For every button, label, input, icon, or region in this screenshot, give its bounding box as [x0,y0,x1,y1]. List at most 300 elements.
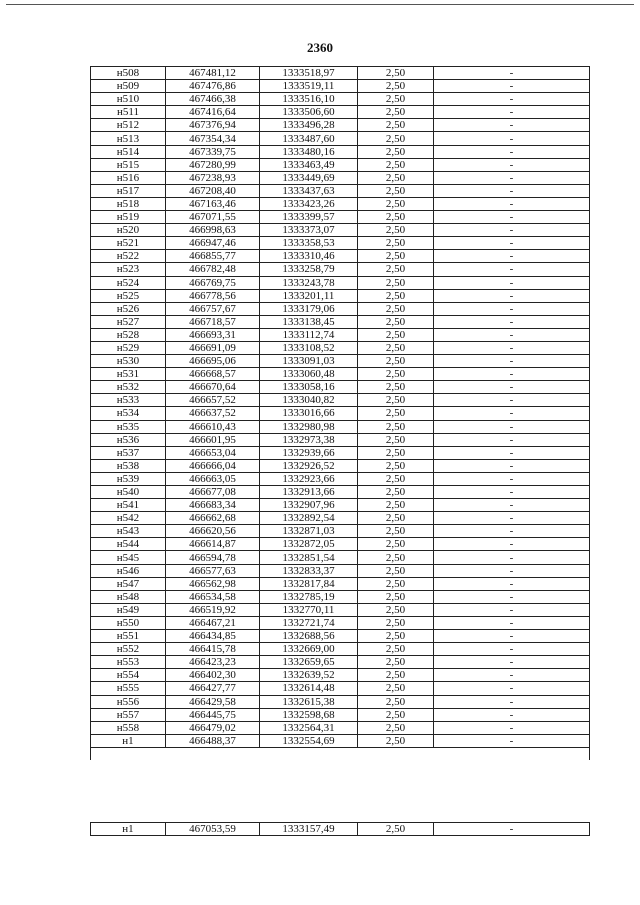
y-coordinate-cell: 1332833,37 [260,564,358,577]
note-cell: - [434,459,590,472]
table-row [91,472,590,485]
value-cell: 2,50 [358,551,434,564]
point-id-cell: н530 [91,355,166,368]
x-coordinate-cell: 466637,52 [166,407,260,420]
x-coordinate-cell: 466668,57 [166,368,260,381]
point-id-cell: н556 [91,695,166,708]
y-coordinate-cell: 1333519,11 [260,80,358,93]
table-row [91,197,590,210]
y-coordinate-cell: 1332639,52 [260,669,358,682]
point-id-cell: н550 [91,616,166,629]
note-cell: - [434,695,590,708]
x-coordinate-cell: 466677,08 [166,486,260,499]
table-row [91,381,590,394]
table-row [91,67,590,80]
table-row [91,93,590,106]
x-coordinate-cell: 467376,94 [166,119,260,132]
point-id-cell: н524 [91,276,166,289]
x-coordinate-cell: 466670,64 [166,381,260,394]
note-cell: - [434,499,590,512]
note-cell: - [434,525,590,538]
value-cell: 2,50 [358,459,434,472]
y-coordinate-cell: 1332598,68 [260,708,358,721]
table-row [91,106,590,119]
x-coordinate-cell: 467280,99 [166,158,260,171]
point-id-cell: н538 [91,459,166,472]
note-cell: - [434,538,590,551]
x-coordinate-cell: 467339,75 [166,145,260,158]
coordinates-table-body [91,67,590,760]
y-coordinate-cell: 1333437,63 [260,184,358,197]
point-id-cell: н1 [91,823,166,836]
y-coordinate-cell: 1333243,78 [260,276,358,289]
x-coordinate-cell: 466423,23 [166,656,260,669]
value-cell: 2,50 [358,263,434,276]
point-id-cell: н542 [91,512,166,525]
table-row [91,250,590,263]
point-id-cell: н555 [91,682,166,695]
point-id-cell: н513 [91,132,166,145]
value-cell: 2,50 [358,355,434,368]
y-coordinate-cell: 1333060,48 [260,368,358,381]
point-id-cell: н509 [91,80,166,93]
y-coordinate-cell: 1333201,11 [260,289,358,302]
y-coordinate-cell: 1332785,19 [260,590,358,603]
table-row [91,328,590,341]
point-id-cell: н508 [91,67,166,80]
point-id-cell: н520 [91,224,166,237]
table-row [91,823,590,836]
point-id-cell: н554 [91,669,166,682]
x-coordinate-cell: 467071,55 [166,211,260,224]
y-coordinate-cell: 1333179,06 [260,302,358,315]
table-row [91,263,590,276]
x-coordinate-cell: 467476,86 [166,80,260,93]
table-row [91,564,590,577]
point-id-cell: н548 [91,590,166,603]
x-coordinate-cell: 466620,56 [166,525,260,538]
x-coordinate-cell: 467053,59 [166,823,260,836]
x-coordinate-cell: 467354,34 [166,132,260,145]
x-coordinate-cell: 466778,56 [166,289,260,302]
y-coordinate-cell: 1333423,26 [260,197,358,210]
table-row [91,669,590,682]
table-row [91,734,590,747]
note-cell: - [434,669,590,682]
y-coordinate-cell: 1333016,66 [260,407,358,420]
coordinates-table [90,66,590,760]
note-cell: - [434,420,590,433]
point-id-cell: н532 [91,381,166,394]
x-coordinate-cell: 467481,12 [166,67,260,80]
y-coordinate-cell: 1332980,98 [260,420,358,433]
note-cell: - [434,734,590,747]
value-cell: 2,50 [358,119,434,132]
note-cell: - [434,577,590,590]
value-cell: 2,50 [358,564,434,577]
value-cell: 2,50 [358,486,434,499]
note-cell: - [434,486,590,499]
y-coordinate-cell: 1332871,03 [260,525,358,538]
extra-coordinates-table-body [91,823,590,836]
y-coordinate-cell: 1332770,11 [260,603,358,616]
top-rule [6,4,634,5]
note-cell: - [434,656,590,669]
value-cell: 2,50 [358,328,434,341]
x-coordinate-cell: 466769,75 [166,276,260,289]
y-coordinate-cell: 1332659,65 [260,656,358,669]
x-coordinate-cell: 466445,75 [166,708,260,721]
value-cell: 2,50 [358,302,434,315]
point-id-cell: н549 [91,603,166,616]
table-row [91,551,590,564]
note-cell: - [434,158,590,171]
x-coordinate-cell: 466657,52 [166,394,260,407]
value-cell: 2,50 [358,420,434,433]
point-id-cell: н546 [91,564,166,577]
x-coordinate-cell: 466855,77 [166,250,260,263]
table-row [91,499,590,512]
point-id-cell: н544 [91,538,166,551]
table-row [91,341,590,354]
table-row [91,603,590,616]
value-cell: 2,50 [358,158,434,171]
point-id-cell: н557 [91,708,166,721]
value-cell: 2,50 [358,682,434,695]
table-row [91,315,590,328]
note-cell: - [434,315,590,328]
value-cell: 2,50 [358,603,434,616]
note-cell: - [434,132,590,145]
y-coordinate-cell: 1333487,60 [260,132,358,145]
table-row [91,682,590,695]
y-coordinate-cell: 1332554,69 [260,734,358,747]
table-row [91,695,590,708]
y-coordinate-cell: 1333138,45 [260,315,358,328]
y-coordinate-cell: 1333108,52 [260,341,358,354]
point-id-cell: н523 [91,263,166,276]
y-coordinate-cell: 1333463,49 [260,158,358,171]
table-row [91,132,590,145]
value-cell: 2,50 [358,446,434,459]
note-cell: - [434,119,590,132]
table-row [91,211,590,224]
x-coordinate-cell: 466479,02 [166,721,260,734]
y-coordinate-cell: 1332973,38 [260,433,358,446]
x-coordinate-cell: 466998,63 [166,224,260,237]
x-coordinate-cell: 466434,85 [166,630,260,643]
point-id-cell: н543 [91,525,166,538]
note-cell: - [434,302,590,315]
y-coordinate-cell: 1332817,84 [260,577,358,590]
note-cell: - [434,237,590,250]
table-row [91,368,590,381]
table-row [91,590,590,603]
value-cell: 2,50 [358,708,434,721]
x-coordinate-cell: 466429,58 [166,695,260,708]
x-coordinate-cell: 466577,63 [166,564,260,577]
value-cell: 2,50 [358,211,434,224]
point-id-cell: н545 [91,551,166,564]
x-coordinate-cell: 466683,34 [166,499,260,512]
x-coordinate-cell: 466757,67 [166,302,260,315]
note-cell: - [434,823,590,836]
note-cell: - [434,394,590,407]
value-cell: 2,50 [358,145,434,158]
value-cell: 2,50 [358,132,434,145]
note-cell: - [434,197,590,210]
x-coordinate-cell: 466663,05 [166,472,260,485]
table-row [91,420,590,433]
y-coordinate-cell: 1332615,38 [260,695,358,708]
y-coordinate-cell: 1333157,49 [260,823,358,836]
extra-coordinates-table [90,822,590,836]
point-id-cell: н527 [91,315,166,328]
y-coordinate-cell: 1333480,16 [260,145,358,158]
note-cell: - [434,289,590,302]
x-coordinate-cell: 466666,04 [166,459,260,472]
note-cell: - [434,721,590,734]
note-cell: - [434,512,590,525]
value-cell: 2,50 [358,237,434,250]
point-id-cell: н521 [91,237,166,250]
note-cell: - [434,616,590,629]
y-coordinate-cell: 1333496,28 [260,119,358,132]
spacer-cell [91,747,590,760]
y-coordinate-cell: 1333373,07 [260,224,358,237]
point-id-cell: н516 [91,171,166,184]
table-row [91,289,590,302]
note-cell: - [434,93,590,106]
table-row [91,538,590,551]
table-row [91,708,590,721]
value-cell: 2,50 [358,433,434,446]
value-cell: 2,50 [358,407,434,420]
y-coordinate-cell: 1333399,57 [260,211,358,224]
x-coordinate-cell: 466718,57 [166,315,260,328]
point-id-cell: н511 [91,106,166,119]
value-cell: 2,50 [358,93,434,106]
table-row [91,433,590,446]
table-row [91,302,590,315]
x-coordinate-cell: 466594,78 [166,551,260,564]
note-cell: - [434,708,590,721]
note-cell: - [434,630,590,643]
x-coordinate-cell: 467416,64 [166,106,260,119]
y-coordinate-cell: 1333449,69 [260,171,358,184]
y-coordinate-cell: 1333518,97 [260,67,358,80]
note-cell: - [434,184,590,197]
note-cell: - [434,368,590,381]
value-cell: 2,50 [358,630,434,643]
y-coordinate-cell: 1333310,46 [260,250,358,263]
table-row [91,577,590,590]
point-id-cell: н541 [91,499,166,512]
note-cell: - [434,446,590,459]
table-row [91,630,590,643]
note-cell: - [434,355,590,368]
value-cell: 2,50 [358,538,434,551]
note-cell: - [434,224,590,237]
value-cell: 2,50 [358,341,434,354]
point-id-cell: н514 [91,145,166,158]
table-row [91,656,590,669]
page-number: 2360 [307,40,333,55]
point-id-cell: н517 [91,184,166,197]
note-cell: - [434,381,590,394]
note-cell: - [434,564,590,577]
note-cell: - [434,171,590,184]
x-coordinate-cell: 467208,40 [166,184,260,197]
point-id-cell: н536 [91,433,166,446]
table-row [91,237,590,250]
table-row [91,616,590,629]
table-row [91,525,590,538]
x-coordinate-cell: 466415,78 [166,643,260,656]
y-coordinate-cell: 1332564,31 [260,721,358,734]
note-cell: - [434,590,590,603]
value-cell: 2,50 [358,289,434,302]
point-id-cell: н522 [91,250,166,263]
point-id-cell: н537 [91,446,166,459]
y-coordinate-cell: 1332851,54 [260,551,358,564]
x-coordinate-cell: 467466,38 [166,93,260,106]
x-coordinate-cell: 466562,98 [166,577,260,590]
y-coordinate-cell: 1333506,60 [260,106,358,119]
note-cell: - [434,682,590,695]
value-cell: 2,50 [358,394,434,407]
x-coordinate-cell: 467238,93 [166,171,260,184]
note-cell: - [434,328,590,341]
x-coordinate-cell: 467163,46 [166,197,260,210]
table-row [91,459,590,472]
y-coordinate-cell: 1332907,96 [260,499,358,512]
x-coordinate-cell: 466614,87 [166,538,260,551]
table-row [91,394,590,407]
point-id-cell: н531 [91,368,166,381]
note-cell: - [434,211,590,224]
table-row [91,145,590,158]
value-cell: 2,50 [358,381,434,394]
x-coordinate-cell: 466782,48 [166,263,260,276]
x-coordinate-cell: 466695,06 [166,355,260,368]
value-cell: 2,50 [358,721,434,734]
point-id-cell: н539 [91,472,166,485]
value-cell: 2,50 [358,224,434,237]
value-cell: 2,50 [358,669,434,682]
note-cell: - [434,250,590,263]
point-id-cell: н525 [91,289,166,302]
table-row [91,171,590,184]
point-id-cell: н515 [91,158,166,171]
note-cell: - [434,145,590,158]
table-row [91,224,590,237]
point-id-cell: н534 [91,407,166,420]
x-coordinate-cell: 466693,31 [166,328,260,341]
y-coordinate-cell: 1332688,56 [260,630,358,643]
note-cell: - [434,67,590,80]
table-row [91,407,590,420]
point-id-cell: н533 [91,394,166,407]
table-row [91,643,590,656]
point-id-cell: н529 [91,341,166,354]
point-id-cell: н552 [91,643,166,656]
value-cell: 2,50 [358,695,434,708]
table-row [91,486,590,499]
value-cell: 2,50 [358,276,434,289]
point-id-cell: н551 [91,630,166,643]
value-cell: 2,50 [358,616,434,629]
table-row [91,184,590,197]
x-coordinate-cell: 466488,37 [166,734,260,747]
point-id-cell: н558 [91,721,166,734]
y-coordinate-cell: 1332614,48 [260,682,358,695]
point-id-cell: н526 [91,302,166,315]
y-coordinate-cell: 1332721,74 [260,616,358,629]
note-cell: - [434,341,590,354]
value-cell: 2,50 [358,106,434,119]
x-coordinate-cell: 466519,92 [166,603,260,616]
value-cell: 2,50 [358,823,434,836]
value-cell: 2,50 [358,525,434,538]
value-cell: 2,50 [358,171,434,184]
note-cell: - [434,551,590,564]
y-coordinate-cell: 1332939,66 [260,446,358,459]
y-coordinate-cell: 1333040,82 [260,394,358,407]
point-id-cell: н510 [91,93,166,106]
value-cell: 2,50 [358,512,434,525]
value-cell: 2,50 [358,80,434,93]
point-id-cell: н540 [91,486,166,499]
x-coordinate-cell: 466534,58 [166,590,260,603]
value-cell: 2,50 [358,250,434,263]
value-cell: 2,50 [358,734,434,747]
note-cell: - [434,80,590,93]
note-cell: - [434,433,590,446]
point-id-cell: н512 [91,119,166,132]
value-cell: 2,50 [358,590,434,603]
note-cell: - [434,106,590,119]
y-coordinate-cell: 1332923,66 [260,472,358,485]
y-coordinate-cell: 1333258,79 [260,263,358,276]
x-coordinate-cell: 466653,04 [166,446,260,459]
x-coordinate-cell: 466601,95 [166,433,260,446]
point-id-cell: н528 [91,328,166,341]
y-coordinate-cell: 1333091,03 [260,355,358,368]
value-cell: 2,50 [358,643,434,656]
y-coordinate-cell: 1333516,10 [260,93,358,106]
table-row [91,276,590,289]
x-coordinate-cell: 466610,43 [166,420,260,433]
y-coordinate-cell: 1332669,00 [260,643,358,656]
table-row [91,512,590,525]
point-id-cell: н1 [91,734,166,747]
x-coordinate-cell: 466947,46 [166,237,260,250]
spacer-row [91,747,590,760]
note-cell: - [434,643,590,656]
x-coordinate-cell: 466691,09 [166,341,260,354]
x-coordinate-cell: 466402,30 [166,669,260,682]
table-row [91,119,590,132]
value-cell: 2,50 [358,656,434,669]
y-coordinate-cell: 1332892,54 [260,512,358,525]
point-id-cell: н547 [91,577,166,590]
y-coordinate-cell: 1333058,16 [260,381,358,394]
value-cell: 2,50 [358,315,434,328]
y-coordinate-cell: 1333358,53 [260,237,358,250]
value-cell: 2,50 [358,577,434,590]
note-cell: - [434,407,590,420]
